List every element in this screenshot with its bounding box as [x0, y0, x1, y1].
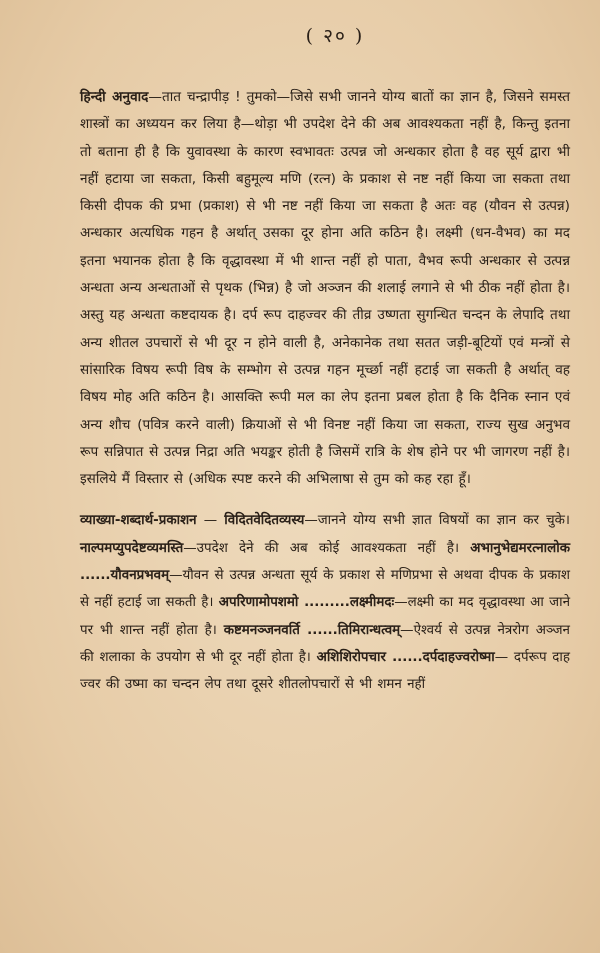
- commentary-text-7: — दर्परूप दाह ज्वर की उष्मा का चन्दन लेप तथा दूसरे शीतलोपचारों से भी शमन नहीं: [80, 649, 570, 693]
- page-number: ( २० ): [305, 25, 365, 47]
- commentary-label: व्याख्या-शब्दार्थ-प्रकाशन: [80, 513, 197, 529]
- commentary-text-3: —उपदेश देने की अब कोई आवश्यकता नहीं है।: [183, 540, 471, 556]
- commentary-paragraph: [80, 507, 570, 698]
- commentary-keyword-5: कष्टमनञ्जनवर्ति ......तिमिरान्धत्वम्: [223, 622, 401, 638]
- commentary-text-6: —ऐश्वर्य से उत्पन्न नेत्ररोग अञ्जन की शलाका के उपयोग से भी दूर नहीं होता है।: [80, 622, 570, 665]
- commentary-text-1: —: [196, 513, 225, 529]
- commentary-keyword-2: नाल्पमप्युपदेष्टव्यमस्ति: [80, 540, 184, 556]
- commentary-text-4: —यौवन से उत्पन्न अन्धता सूर्य के प्रकाश से मणिप्रभा से अथवा दीपक के प्रकाश से नहीं हटाई जा सकती है।: [80, 568, 570, 611]
- commentary-text-2: —जानने योग्य सभी ज्ञात विषयों का ज्ञान कर चुके।: [304, 513, 571, 529]
- commentary-keyword-1: विदितवेदितव्यस्य: [224, 513, 305, 529]
- commentary-keyword-4: अपरिणामोपशमो .........लक्ष्मीमदः: [218, 595, 395, 611]
- hindi-translation-paragraph: [80, 84, 570, 493]
- commentary-keyword-3: अभानुभेद्यमरत्नालोक ......यौवनप्रभवम्: [80, 540, 570, 584]
- hindi-translation-label: हिन्दी अनुवाद: [80, 89, 149, 105]
- hindi-translation-text: —तात चन्द्रापीड़ ! तुमको—जिसे सभी जानने योग्य बातों का ज्ञान है, जिसने समस्त शास्त्रों का अध्ययन कर लिया है—थोड़ा भी उपदेश देने की अब आवश्यकता नहीं है, किन्तु इतना तो बताना ही है कि युवावस्था के कारण स्वभावतः उत्पन्न जो अन्धकार होता है वह सूर्य द्वारा भी नहीं हटाया जा सकता, किसी बहुमूल्य मणि (रत्न) के प्रकाश से नष्ट नहीं किया जा सकता तथा किसी दीपक की प्रभा (प्रकाश) से भी नष्ट नहीं किया जा सकता है अतः वह (यौवन से उत्पन्न) अन्धकार अत्यधिक गहन है अर्थात् उसका दूर होना अति कठिन है। लक्ष्मी (धन-वैभव) का मद इतना भयानक होता है कि वृद्धावस्था में भी शान्त नहीं हो पाता, वैभव रूपी अन्धकार से उत्पन्न अन्धता अन्य अन्धताओं से पृथक (भिन्न) है जो अञ्जन की शलाई लगाने से भी ठीक नहीं होता है। अस्तु यह अन्धता कष्टदायक है। दर्प रूप दाहज्वर की तीव्र उष्णता सुगन्धित चन्दन के लेपादि तथा अन्य शीतल उपचारों से भी दूर न होने वाली है, अनेकानेक तथा सतत जड़ी-बूटियों एवं मन्त्रों से सांसारिक विषय रूपी विष के सम्भोग से उत्पन्न गहन मूर्च्छा नहीं हटाई जा सकती है अर्थात् वह विषय मोह अति कठिन है। आसक्ति रूपी मल का लेप इतना प्रबल होता है कि दैनिक स्नान एवं अन्य शौच (पवित्र करने वाली) क्रियाओं से भी विनष्ट नहीं किया जा सकता, राज्य सुख अनुभव रूप सन्निपात से उत्पन्न निद्रा अति भयङ्कर होती है जिसमें रात्रि के शेष होने पर भी जागरण नहीं है। इसलिये मैं विस्तार से (अधिक स्पष्ट करने की अभिलाषा से तुम को कह रहा हूँ।: [80, 89, 571, 488]
- commentary-keyword-6: अशिशिरोपचार ......दर्पदाहज्वरोष्मा: [316, 649, 495, 665]
- commentary-text-5: —लक्ष्मी का मद वृद्धावस्था आ जाने पर भी शान्त नहीं होता है।: [80, 595, 571, 638]
